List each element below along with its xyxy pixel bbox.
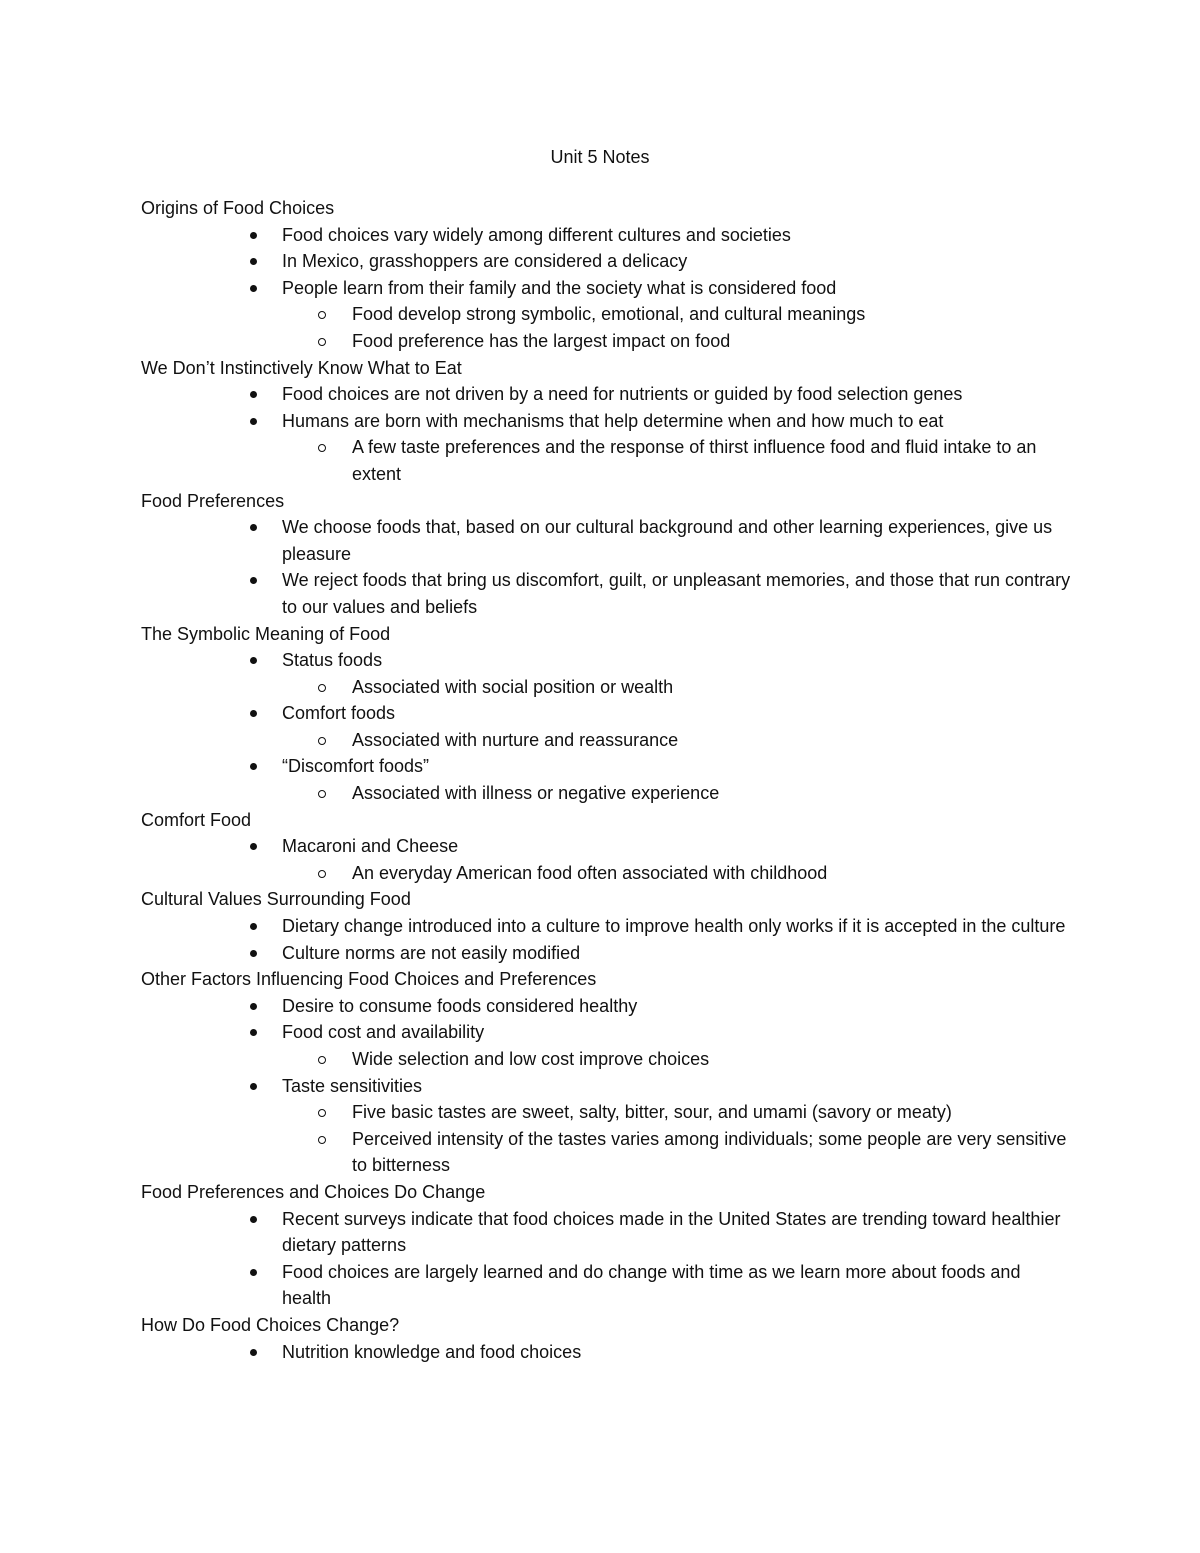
list-item-text: Food choices are not driven by a need for nutrients or guided by food selection genes (282, 384, 963, 405)
sub-list-item-text: Associated with social position or wealth (352, 676, 674, 697)
bullet-dot-icon (250, 843, 257, 850)
list-item (282, 567, 1071, 620)
sub-list-item-text: Food develop strong symbolic, emotional, and cultural meanings (352, 304, 866, 325)
bullet-list (141, 514, 1071, 620)
list-item (282, 222, 1071, 249)
list-item-text: Desire to consume foods considered healthy (282, 995, 638, 1016)
bullet-dot-icon (250, 1216, 257, 1223)
sub-bullet-list (282, 727, 1071, 754)
bullet-dot-icon (250, 418, 257, 425)
page-title: Unit 5 Notes (550, 147, 650, 167)
sub-bullet-list (282, 1046, 1071, 1073)
bullet-dot-icon (250, 1083, 257, 1090)
bullet-dot-icon (250, 923, 257, 930)
sub-bullet-list (282, 434, 1071, 487)
bullet-circle-icon (318, 684, 326, 692)
section-heading: Cultural Values Surrounding Food (141, 889, 411, 910)
sub-list-item-text: A few taste preferences and the response of thirst influence food and fluid intake to an extent (352, 437, 1037, 484)
list-item (282, 913, 1071, 940)
list-item (282, 940, 1071, 967)
list-item-text: Food cost and availability (282, 1022, 485, 1043)
sub-list-item (352, 1046, 1071, 1073)
bullet-list (141, 833, 1071, 886)
list-item-text: People learn from their family and the society what is considered food (282, 277, 837, 298)
bullet-list (141, 222, 1071, 355)
bullet-circle-icon (318, 790, 326, 798)
list-item (282, 1259, 1071, 1312)
sub-bullet-list (282, 674, 1071, 701)
sub-list-item (352, 434, 1071, 487)
bullet-circle-icon (318, 737, 326, 745)
bullet-circle-icon (318, 870, 326, 878)
bullet-dot-icon (250, 1349, 257, 1356)
bullet-dot-icon (250, 285, 257, 292)
bullet-dot-icon (250, 524, 257, 531)
list-item (282, 700, 1071, 753)
sub-list-item (352, 860, 1071, 887)
bullet-dot-icon (250, 763, 257, 770)
bullet-list (141, 1206, 1071, 1312)
list-item (282, 514, 1071, 567)
bullet-dot-icon (250, 657, 257, 664)
sub-list-item (352, 1099, 1071, 1126)
sub-list-item-text: Five basic tastes are sweet, salty, bitter, sour, and umami (savory or meaty) (352, 1102, 952, 1123)
list-item (282, 381, 1071, 408)
list-item-text: Status foods (282, 650, 383, 671)
list-item-text: Comfort foods (282, 703, 396, 724)
bullet-circle-icon (318, 311, 326, 319)
section-heading: We Don’t Instinctively Know What to Eat (141, 357, 462, 378)
list-item (282, 993, 1071, 1020)
bullet-dot-icon (250, 710, 257, 717)
sub-list-item (352, 674, 1071, 701)
sub-bullet-list (282, 1099, 1071, 1179)
list-item (282, 753, 1071, 806)
list-item-text: Nutrition knowledge and food choices (282, 1341, 582, 1362)
section-heading: How Do Food Choices Change? (141, 1314, 400, 1335)
sub-list-item-text: Food preference has the largest impact on food (352, 330, 731, 351)
section-heading: Origins of Food Choices (141, 198, 335, 218)
sub-bullet-list (282, 301, 1071, 354)
section-heading: Comfort Food (141, 809, 252, 830)
list-item (282, 1206, 1071, 1259)
bullet-dot-icon (250, 258, 257, 265)
list-item-text: Taste sensitivities (282, 1075, 423, 1096)
bullet-dot-icon (250, 1029, 257, 1036)
section-heading: Food Preferences (141, 490, 285, 511)
bullet-circle-icon (318, 338, 326, 346)
list-item (282, 833, 1071, 886)
bullet-dot-icon (250, 577, 257, 584)
bullet-list (141, 993, 1071, 1179)
list-item-text: Humans are born with mechanisms that help determine when and how much to eat (282, 410, 944, 431)
list-item-text: Dietary change introduced into a culture to improve health only works if it is accepted in the culture (282, 916, 1066, 937)
list-item (282, 275, 1071, 355)
section-heading: Other Factors Influencing Food Choices and Preferences (141, 969, 597, 990)
bullet-circle-icon (318, 444, 326, 452)
bullet-circle-icon (318, 1056, 326, 1064)
sub-bullet-list (282, 780, 1071, 807)
sub-list-item-text: Wide selection and low cost improve choices (352, 1049, 710, 1069)
list-item-text: We choose foods that, based on our cultural background and other learning experiences, give us pleasure (282, 517, 1053, 564)
bullet-list (141, 1339, 1071, 1366)
list-item (282, 248, 1071, 275)
sub-list-item-text: An everyday American food often associated with childhood (352, 862, 828, 883)
list-item (282, 647, 1071, 700)
bullet-dot-icon (250, 1269, 257, 1276)
bullet-dot-icon (250, 1003, 257, 1010)
bullet-circle-icon (318, 1109, 326, 1117)
sub-list-item (352, 1126, 1071, 1179)
bullet-list (141, 381, 1071, 487)
sub-list-item (352, 301, 1071, 328)
section-heading: Food Preferences and Choices Do Change (141, 1181, 486, 1202)
section-heading: The Symbolic Meaning of Food (141, 623, 391, 644)
list-item-text: Recent surveys indicate that food choices made in the United States are trending toward healthier dietary patterns (282, 1208, 1061, 1256)
list-item (282, 1339, 1071, 1366)
sub-bullet-list (282, 860, 1071, 887)
sub-list-item-text: Perceived intensity of the tastes varies among individuals; some people are very sensitive to bitterness (352, 1128, 1067, 1176)
list-item-text: Food choices are largely learned and do change with time as we learn more about foods and health (282, 1261, 1021, 1309)
bullet-list (141, 647, 1071, 807)
bullet-list (141, 913, 1071, 966)
list-item (282, 408, 1071, 488)
list-item-text: “Discomfort foods” (282, 756, 430, 777)
list-item (282, 1073, 1071, 1179)
list-item-text: Food choices vary widely among different cultures and societies (282, 224, 791, 245)
notes-body (141, 195, 1071, 1365)
list-item-text: Macaroni and Cheese (282, 836, 459, 857)
bullet-dot-icon (250, 232, 257, 239)
bullet-dot-icon (250, 950, 257, 957)
bullet-dot-icon (250, 391, 257, 398)
bullet-circle-icon (318, 1136, 326, 1144)
sub-list-item (352, 328, 1071, 355)
list-item-text: In Mexico, grasshoppers are considered a delicacy (282, 251, 688, 272)
sub-list-item (352, 727, 1071, 754)
list-item-text: We reject foods that bring us discomfort, guilt, or unpleasant memories, and those that run contrary to our values and beliefs (282, 570, 1071, 617)
sub-list-item (352, 780, 1071, 807)
sub-list-item-text: Associated with illness or negative experience (352, 783, 720, 804)
list-item (282, 1019, 1071, 1072)
list-item-text: Culture norms are not easily modified (282, 942, 581, 963)
sub-list-item-text: Associated with nurture and reassurance (352, 729, 679, 750)
